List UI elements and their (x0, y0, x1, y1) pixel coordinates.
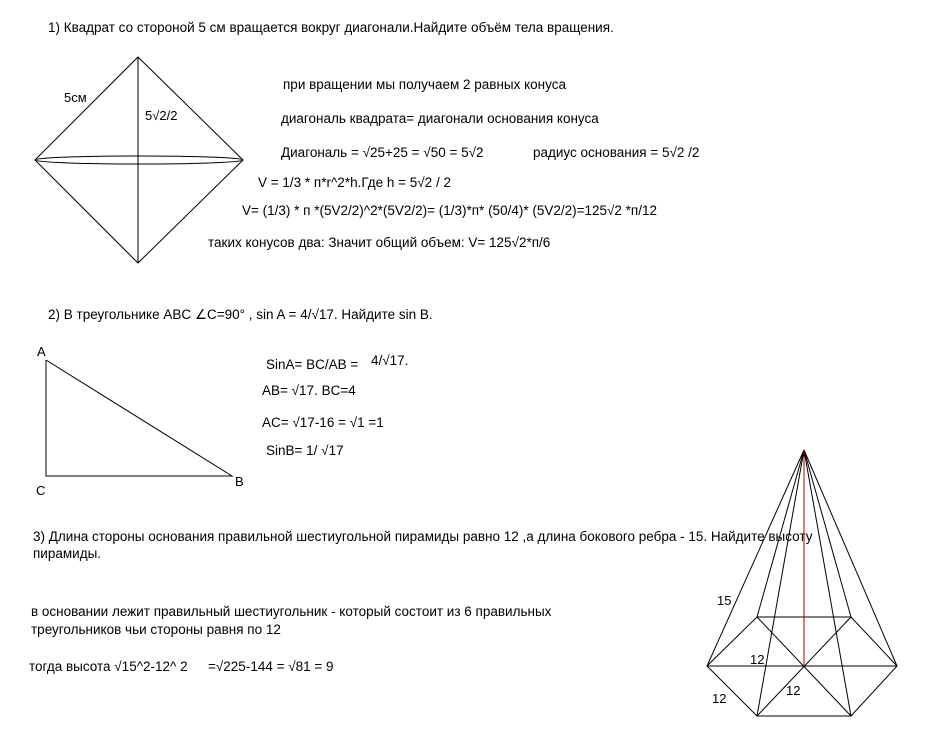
label-outer-12: 12 (712, 691, 727, 706)
vertex-c-label: C (36, 483, 46, 498)
task3-statement-2: пирамиды. (33, 546, 102, 561)
task2-statement: 2) В треугольнике ABC ∠C=90° , sin A = 4/√17. Найдите sin B. (48, 307, 433, 322)
task3-line2: треугольников чьи стороны равня по 12 (31, 622, 281, 637)
label-side: 5см (64, 90, 87, 105)
task2-line1a: SinA= BC/AB = (266, 357, 359, 372)
task1-line3b: радиус основания = 5√2 /2 (533, 145, 700, 160)
label-inner-12: 12 (786, 683, 801, 698)
task1-line5: V= (1/3) * п *(5V2/2)^2*(5V2/2)= (1/3)*п* (50/4)* (5V2/2)=125√2 *п/12 (242, 203, 658, 218)
task1-line3: Диагональ = √25+25 = √50 = 5√2 (281, 145, 484, 160)
task3-statement-1: 3) Длина стороны основания правильной шестиугольной пирамиды равно 12 ,а длина бокового ребра - 15. Найдите высоту (33, 529, 813, 544)
label-radius-12: 12 (750, 652, 765, 667)
task1-line4: V = 1/3 * п*r^2*h.Где h = 5√2 / 2 (258, 175, 451, 190)
task2-line1b: 4/√17. (371, 353, 409, 368)
vertex-b-label: B (235, 474, 244, 489)
task2-line2: AB= √17. BC=4 (262, 383, 356, 398)
task3-line1: в основании лежит правильный шестиугольник - который состоит из 6 правильных (31, 604, 552, 619)
task1-line1: при вращении мы получаем 2 равных конуса (283, 77, 566, 92)
lateral-edge-2 (757, 450, 804, 617)
lateral-edge-4 (804, 450, 897, 666)
label-half-diagonal: 5√2/2 (145, 108, 178, 123)
label-edge-15: 15 (717, 593, 732, 608)
task3-line3b: =√225-144 = √81 = 9 (208, 659, 334, 674)
lateral-edge-3 (804, 450, 851, 617)
task2-line3: AC= √17-16 = √1 =1 (262, 415, 384, 430)
lateral-edge-6 (757, 450, 804, 716)
vertex-a-label: A (37, 344, 46, 359)
task1-line6: таких конусов два: Значит общий объем: V= 125√2*п/6 (208, 235, 551, 250)
lateral-edge-5 (804, 450, 851, 716)
task3-line3a: тогда высота √15^2-12^ 2 (29, 659, 188, 674)
lateral-edge-1 (707, 450, 804, 666)
task1-statement: 1) Квадрат со стороной 5 см вращается вокруг диагонали.Найдите объём тела вращения. (48, 20, 614, 35)
task1-line2: диагональ квадрата= диагонали основания конуса (281, 111, 599, 126)
task2-line4: SinB= 1/ √17 (266, 443, 344, 458)
